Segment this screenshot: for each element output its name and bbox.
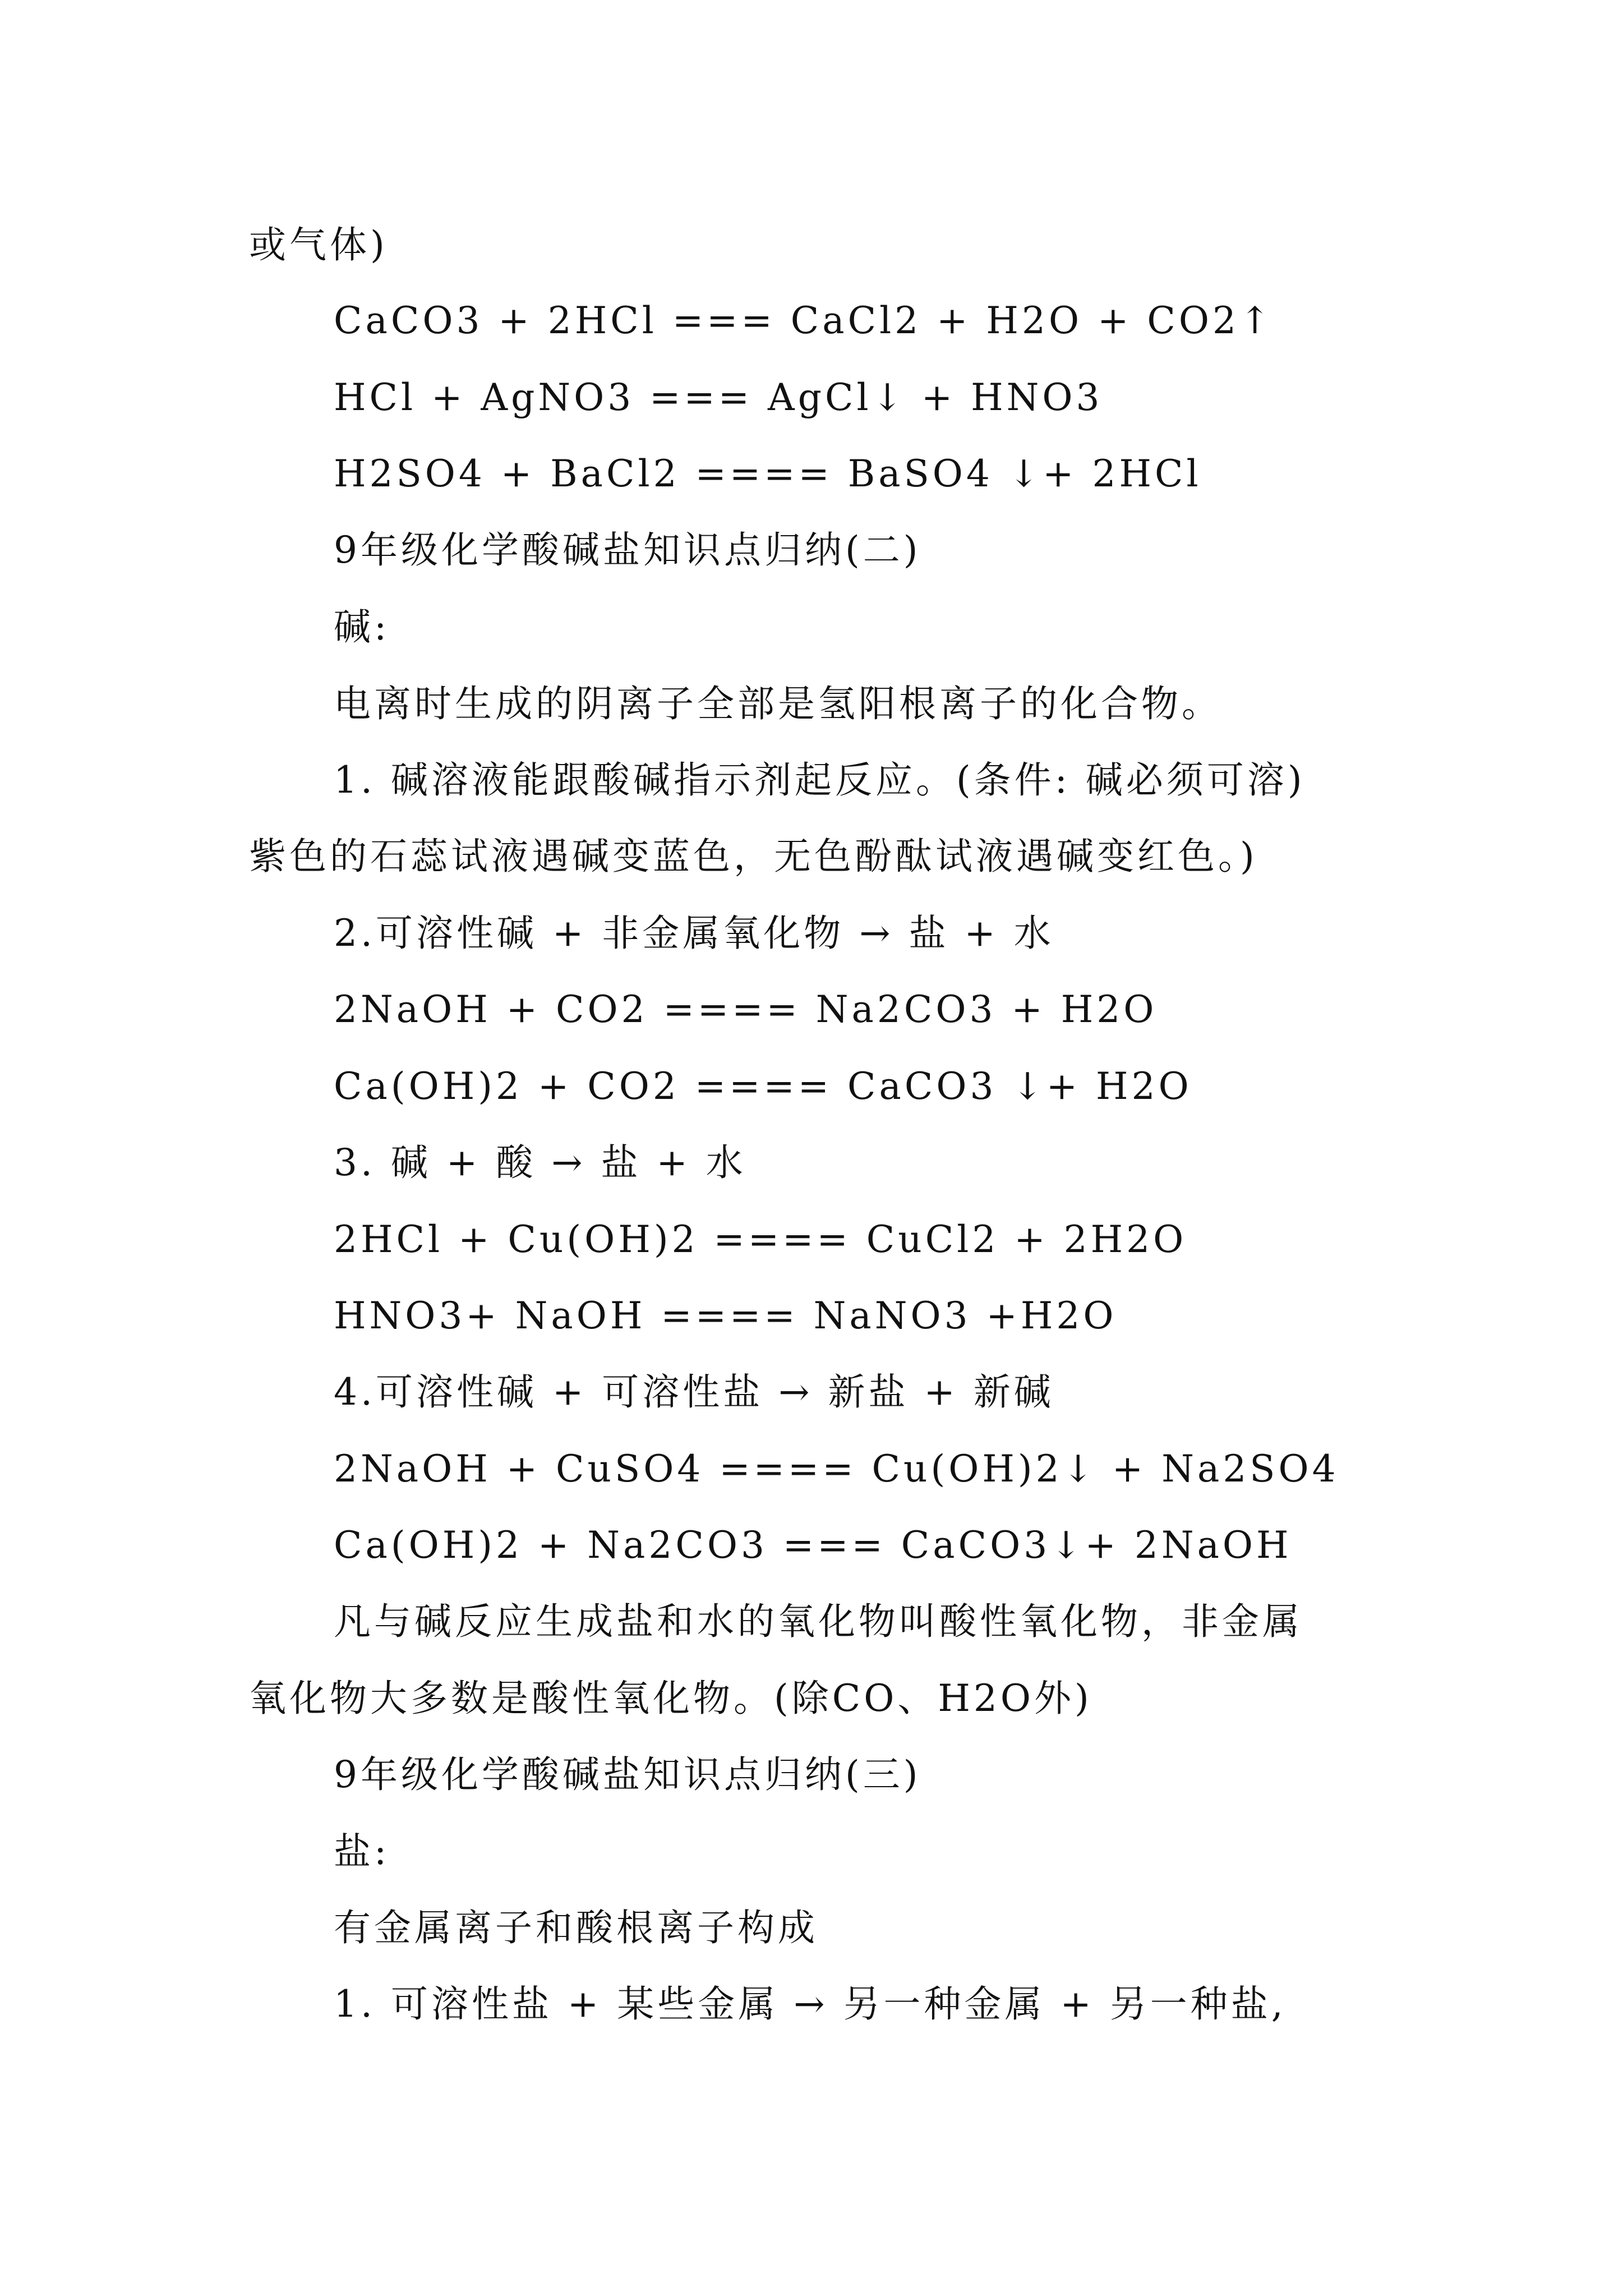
rule-line: 3. 碱 + 酸 → 盐 + 水 <box>334 1141 746 1184</box>
text-line: 紫色的石蕊试液遇碱变蓝色，无色酚酞试液遇碱变红色。) <box>249 835 1258 878</box>
equation-line: CaCO3 + 2HCl === CaCl2 + H2O + CO2↑ <box>334 299 1274 342</box>
equation-line: HCl + AgNO3 === AgCl↓ + HNO3 <box>334 376 1103 419</box>
equation-line: Ca(OH)2 + Na2CO3 === CaCO3↓+ 2NaOH <box>334 1524 1292 1567</box>
equation-line: 2NaOH + CuSO4 ==== Cu(OH)2↓ + Na2SO4 <box>334 1447 1339 1490</box>
equation-line: 2NaOH + CO2 ==== Na2CO3 + H2O <box>334 988 1158 1031</box>
section-heading: 9年级化学酸碱盐知识点归纳(二) <box>334 528 921 572</box>
equation-line: 2HCl + Cu(OH)2 ==== CuCl2 + 2H2O <box>334 1218 1187 1261</box>
text-line: 凡与碱反应生成盐和水的氧化物叫酸性氧化物，非金属 <box>334 1600 1303 1643</box>
equation-line: H2SO4 + BaCl2 ==== BaSO4 ↓+ 2HCl <box>334 452 1202 495</box>
text-line: 1. 碱溶液能跟酸碱指示剂起反应。(条件: 碱必须可溶) <box>334 758 1306 802</box>
subheading: 盐: <box>334 1830 390 1873</box>
section-heading: 9年级化学酸碱盐知识点归纳(三) <box>334 1753 921 1796</box>
text-line: 有金属离子和酸根离子构成 <box>334 1906 818 1949</box>
rule-line: 1. 可溶性盐 + 某些金属 → 另一种金属 + 另一种盐, <box>334 1982 1287 2026</box>
rule-line: 4.可溶性碱 + 可溶性盐 → 新盐 + 新碱 <box>334 1370 1054 1414</box>
subheading: 碱: <box>334 605 390 648</box>
equation-line: HNO3+ NaOH ==== NaNO3 +H2O <box>334 1294 1117 1337</box>
equation-line: Ca(OH)2 + CO2 ==== CaCO3 ↓+ H2O <box>334 1065 1192 1108</box>
text-line: 或气体) <box>249 223 388 266</box>
text-line: 氧化物大多数是酸性氧化物。(除CO、H2O外) <box>249 1677 1092 1720</box>
rule-line: 2.可溶性碱 + 非金属氧化物 → 盐 + 水 <box>334 912 1054 955</box>
text-line: 电离时生成的阴离子全部是氢阳根离子的化合物。 <box>334 682 1222 725</box>
